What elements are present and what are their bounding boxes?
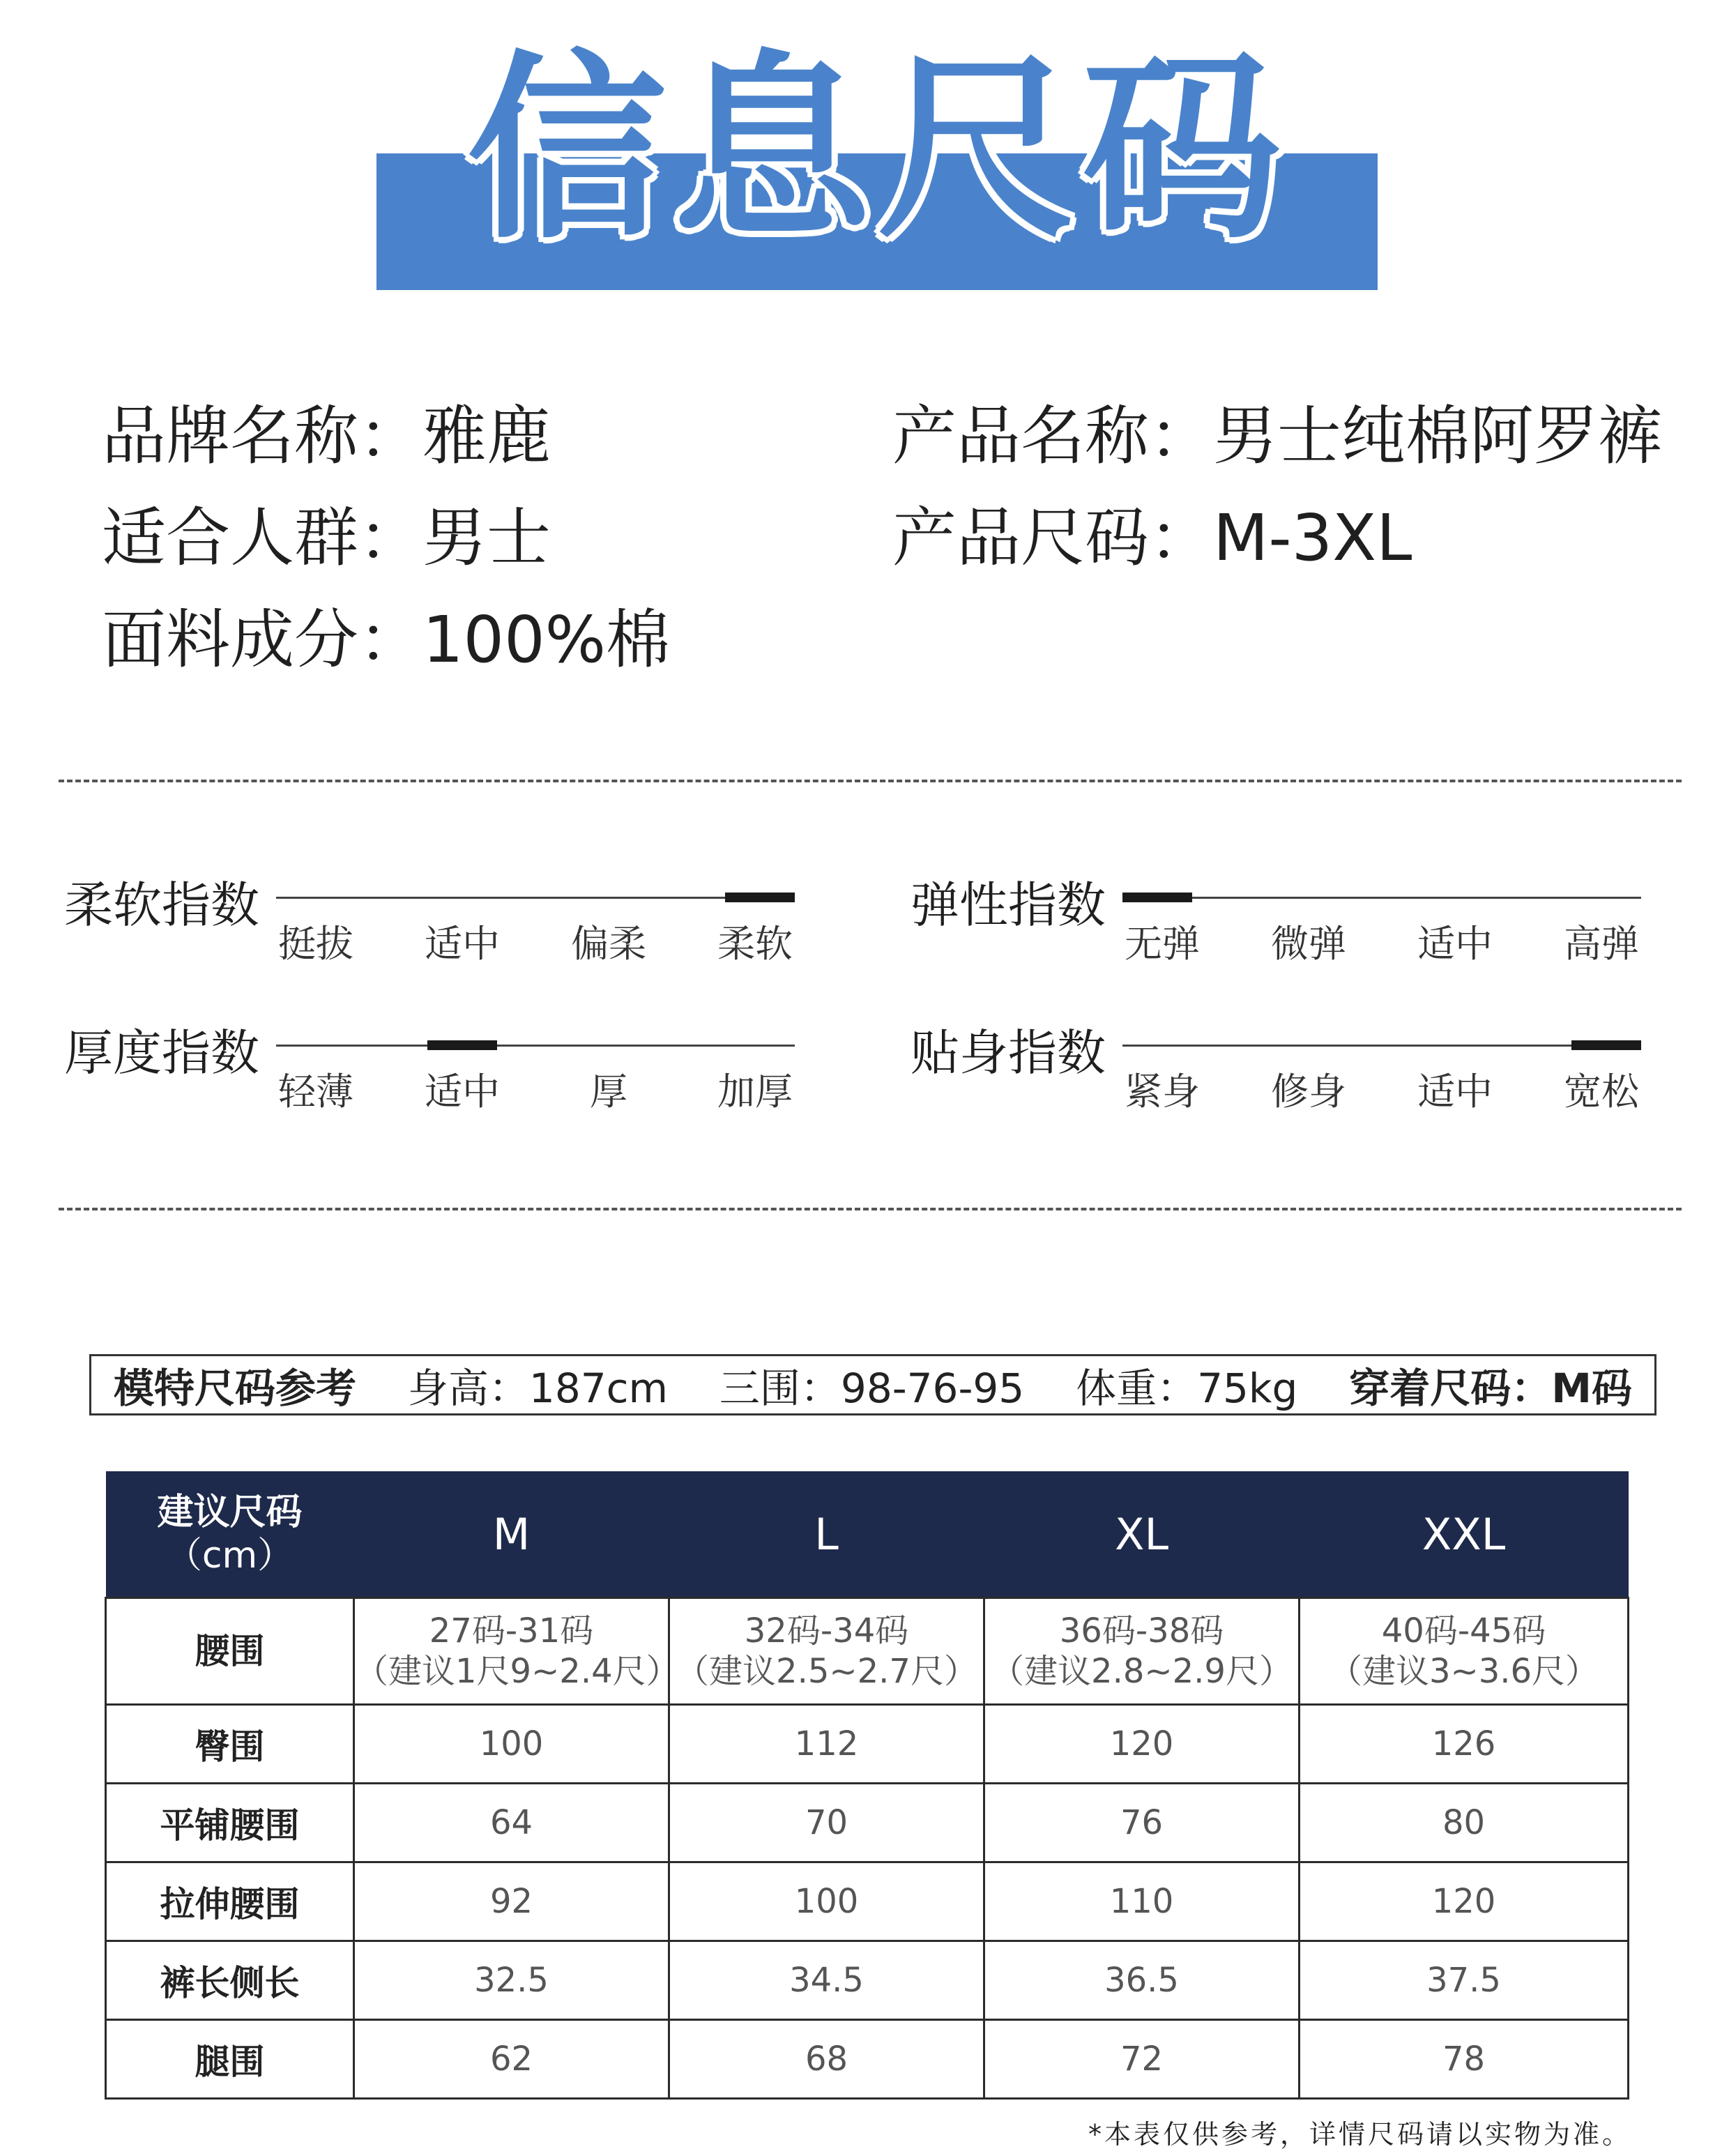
size-column-header: L (669, 1471, 984, 1598)
table-row (106, 1598, 1629, 1705)
model-reference-box (89, 1354, 1656, 1415)
elasticity-option: 高弹 (1564, 922, 1639, 966)
thickness-option: 厚 (590, 1070, 627, 1114)
size-table-corner (106, 1471, 354, 1598)
fit-scale-line (1122, 1045, 1641, 1047)
fit-option: 紧身 (1125, 1070, 1200, 1114)
table-cell (984, 1598, 1300, 1705)
elasticity-option: 微弹 (1271, 922, 1346, 966)
table-row (106, 2020, 1629, 2099)
elasticity-scale-marker (1122, 893, 1192, 902)
fit-index-label: 贴身指数 (911, 1024, 1106, 1081)
thickness-scale-marker (427, 1040, 497, 1050)
waist-code: 40码-45码 (1381, 1611, 1546, 1650)
table-cell: 100 (669, 1862, 984, 1941)
table-cell: 70 (669, 1784, 984, 1862)
table-cell: 62 (354, 2020, 669, 2099)
row-label: 拉伸腰围 (106, 1862, 354, 1941)
table-cell: 76 (984, 1784, 1300, 1862)
elasticity-index-label: 弹性指数 (911, 876, 1106, 934)
softness-option: 偏柔 (571, 922, 646, 966)
waist-note: （建议2.8~2.9尺） (991, 1652, 1293, 1691)
table-cell: 34.5 (669, 1941, 984, 2020)
footnote: *本表仅供参考，详情尺码请以实物为准。 (1088, 2119, 1631, 2150)
table-cell (1300, 1598, 1629, 1705)
thickness-option: 加厚 (717, 1070, 793, 1114)
table-cell: 68 (669, 2020, 984, 2099)
waist-code: 27码-31码 (429, 1611, 594, 1650)
table-row (106, 1941, 1629, 2020)
table-cell: 78 (1300, 2020, 1629, 2099)
waist-note: （建议2.5~2.7尺） (676, 1652, 977, 1691)
size-table-header (106, 1471, 1629, 1598)
model-measurements: 三围：98-76-95 (719, 1365, 1025, 1412)
softness-scale-marker (725, 893, 795, 902)
thickness-scale-line (276, 1045, 795, 1047)
thickness-index-label: 厚度指数 (64, 1024, 259, 1081)
table-cell: 80 (1300, 1784, 1629, 1862)
page-title: 信息尺码 (467, 34, 1287, 266)
table-cell (354, 1598, 680, 1705)
corner-label: 建议尺码 (157, 1491, 303, 1533)
softness-option: 挺拔 (278, 922, 353, 966)
elasticity-option: 无弹 (1125, 922, 1200, 966)
table-cell: 72 (984, 2020, 1300, 2099)
waist-note: （建议3~3.6尺） (1328, 1652, 1599, 1691)
row-label: 臀围 (106, 1705, 354, 1784)
size-column-header: M (354, 1471, 669, 1598)
table-cell: 110 (984, 1862, 1300, 1941)
table-cell: 92 (354, 1862, 669, 1941)
waist-code: 36码-38码 (1059, 1611, 1224, 1650)
audience-info: 适合人群：男士 (102, 501, 551, 575)
table-cell: 126 (1300, 1705, 1629, 1784)
row-label: 腰围 (106, 1598, 354, 1705)
brand-info: 品牌名称：雅鹿 (102, 399, 551, 473)
table-row (106, 1784, 1629, 1862)
divider-top (59, 780, 1682, 782)
softness-option: 柔软 (717, 922, 793, 966)
table-row (106, 1862, 1629, 1941)
fit-option: 宽松 (1564, 1070, 1639, 1114)
elasticity-option: 适中 (1417, 922, 1493, 966)
table-cell: 64 (354, 1784, 669, 1862)
model-reference-label: 模特尺码参考 (114, 1365, 357, 1412)
corner-unit: （cm） (165, 1535, 294, 1577)
row-label: 平铺腰围 (106, 1784, 354, 1862)
size-column-header: XL (984, 1471, 1300, 1598)
size-column-header: XXL (1300, 1471, 1629, 1598)
table-cell: 36.5 (984, 1941, 1300, 2020)
table-cell: 120 (1300, 1862, 1629, 1941)
fit-option: 适中 (1417, 1070, 1493, 1114)
softness-scale-line (276, 897, 795, 899)
softness-index-label: 柔软指数 (64, 876, 259, 934)
waist-note: （建议1尺9~2.4尺） (355, 1652, 680, 1691)
waist-code: 32码-34码 (744, 1611, 909, 1650)
product-name-info: 产品名称：男士纯棉阿罗裤 (892, 399, 1663, 473)
fit-scale-marker (1571, 1040, 1641, 1050)
row-label: 腿围 (106, 2020, 354, 2099)
softness-option: 适中 (425, 922, 500, 966)
thickness-option: 适中 (425, 1070, 500, 1114)
thickness-option: 轻薄 (278, 1070, 353, 1114)
table-cell (669, 1598, 984, 1705)
table-cell: 100 (354, 1705, 669, 1784)
table-cell: 37.5 (1300, 1941, 1629, 2020)
product-size-info: 产品尺码：M-3XL (892, 501, 1412, 575)
table-row (106, 1705, 1629, 1784)
table-cell: 32.5 (354, 1941, 669, 2020)
model-weight: 体重：75kg (1076, 1365, 1298, 1412)
table-cell: 112 (669, 1705, 984, 1784)
model-height: 身高：187cm (407, 1365, 669, 1412)
elasticity-scale-line (1122, 897, 1641, 899)
table-cell: 120 (984, 1705, 1300, 1784)
model-worn-size: 穿着尺码：M码 (1349, 1365, 1632, 1412)
row-label: 裤长侧长 (106, 1941, 354, 2020)
size-table (105, 1471, 1629, 2100)
fabric-info: 面料成分：100%棉 (102, 602, 671, 677)
divider-bottom (59, 1208, 1682, 1210)
fit-option: 修身 (1271, 1070, 1346, 1114)
